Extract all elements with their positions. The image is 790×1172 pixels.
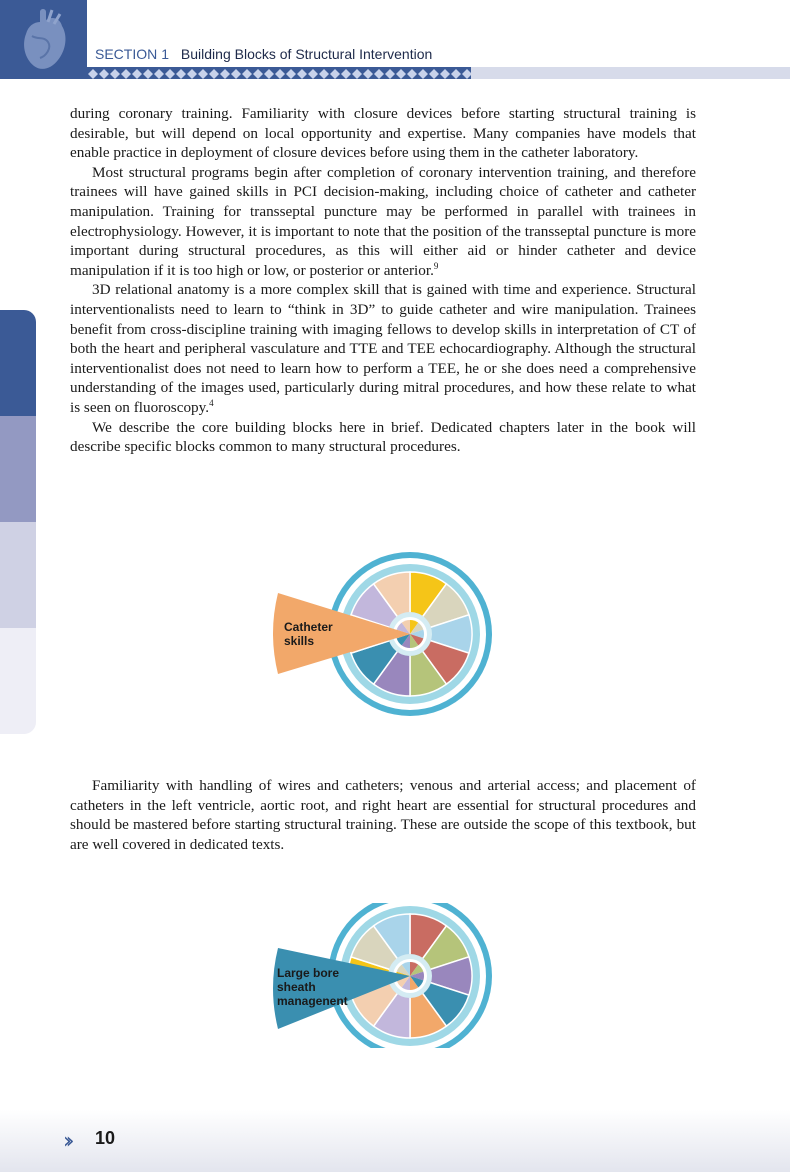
section-logo: [0, 0, 87, 79]
paragraph: [70, 163, 696, 281]
paragraph-text: 3D relational anatomy is a more complex skill that is gained with time and experience. Structural interventionalists need to learn to “think in 3D” to guide catheter and wire manipulation. Trainees benefit from cross-discipline training with imaging fellows to develop skills in interpretation of CT of both the heart and peripheral vasculature and TTE and TEE echocardiography. Although the structural interventionalist does not need to learn how to perform a TEE, he or she does need a comprehensive understanding of the images used, particularly during mitral procedures, and how these relate to what is seen on fluoroscopy.: [70, 281, 696, 416]
header-diamond-bar: [87, 67, 790, 79]
paragraph: We describe the core building blocks here in brief. Dedicated chapters later in the book will describe specific blocks common to many structural procedures.: [70, 418, 696, 456]
side-thumb-tabs: [0, 310, 36, 734]
figure-label-line: managenent: [277, 994, 348, 1008]
figure-label-line: sheath: [277, 980, 316, 994]
running-header: [95, 46, 432, 62]
side-tab: [0, 628, 36, 734]
side-tab: [0, 310, 36, 416]
figure-label-line: Large bore: [277, 966, 340, 980]
citation: 4: [209, 397, 214, 408]
side-tab: [0, 522, 36, 628]
figure-label-line: Catheter: [284, 620, 333, 634]
header-bar-light: [471, 67, 790, 79]
body-text-top: [70, 104, 696, 457]
paragraph-text: Most structural programs begin after completion of coronary intervention training, and therefore trainees will have gained skills in PCI decision-making, including choice of catheter and catheter manipulation. Training for transseptal puncture may be performed in parallel with trainees in electrophysiology. However, it is important to note that the position of the transseptal puncture is more important during structural procedures, as this will either aid or hinder catheter and device manipulation if it is too high or low, or posterior or anterior.: [70, 163, 696, 279]
section-title: Building Blocks of Structural Intervention: [180, 46, 433, 62]
side-tab: [0, 416, 36, 522]
diamond-strip: [87, 67, 471, 79]
paragraph: Familiarity with handling of wires and catheters; venous and arterial access; and placement of catheters in the left ventricle, aortic root, and right heart are essential for structural procedures and should be mastered before starting structural training. These are outside the scope of this textbook, but are well covered in dedicated texts.: [70, 777, 696, 853]
citation: 9: [433, 260, 439, 271]
paragraph: [70, 280, 696, 417]
page-number: 10: [95, 1128, 116, 1148]
body-text-bottom: [70, 776, 696, 854]
double-chevron-right-icon: ››: [63, 1129, 69, 1154]
page-footer: [0, 1110, 790, 1172]
paragraph: during coronary training. Familiarity with closure devices before starting structural training is desirable, but will depend on local opportunity and expertise. Many companies have models that enable practice in deployment of closure devices before using them in the catheter laboratory.: [70, 105, 696, 162]
section-number: 1: [161, 46, 170, 62]
heart-icon: [18, 6, 70, 74]
figure-label: [284, 620, 333, 648]
section-label: SECTION: [95, 46, 158, 62]
figure-label-line: skills: [284, 634, 315, 648]
figure-label: [277, 966, 348, 1008]
